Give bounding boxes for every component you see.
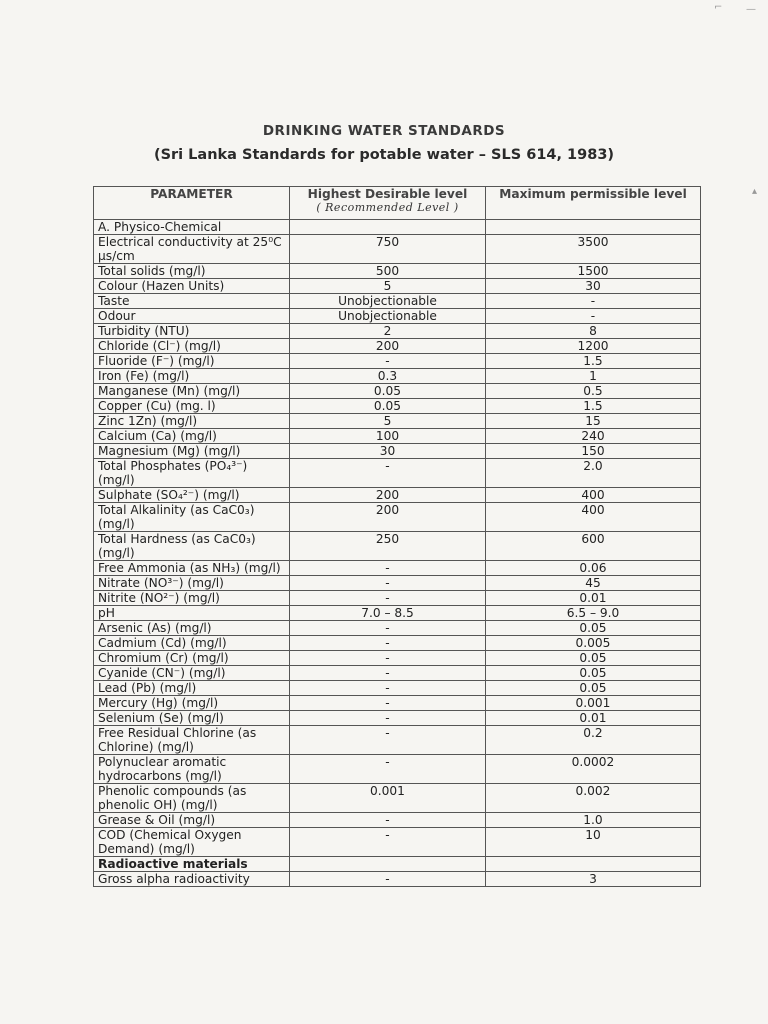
table-row [94, 354, 701, 369]
scan-artifact: — [746, 4, 756, 15]
standards-table [93, 186, 701, 887]
permissible-cell: 1.0 [486, 813, 701, 828]
table-row [94, 726, 701, 755]
desirable-cell: - [290, 651, 486, 666]
table-row [94, 696, 701, 711]
permissible-cell: 0.05 [486, 621, 701, 636]
table-row [94, 606, 701, 621]
permissible-cell: 1.5 [486, 354, 701, 369]
parameter-cell: Free Ammonia (as NH₃) (mg/l) [94, 561, 290, 576]
parameter-cell: Iron (Fe) (mg/l) [94, 369, 290, 384]
permissible-cell: 150 [486, 444, 701, 459]
table-row [94, 576, 701, 591]
parameter-cell: Nitrite (NO²⁻) (mg/l) [94, 591, 290, 606]
desirable-cell: - [290, 813, 486, 828]
parameter-cell: Manganese (Mn) (mg/l) [94, 384, 290, 399]
permissible-cell: 0.05 [486, 681, 701, 696]
parameter-cell: Zinc 1Zn) (mg/l) [94, 414, 290, 429]
table-row [94, 784, 701, 813]
permissible-cell: 0.01 [486, 711, 701, 726]
table-row [94, 339, 701, 354]
desirable-cell: - [290, 872, 486, 887]
permissible-cell: 10 [486, 828, 701, 857]
permissible-cell: 240 [486, 429, 701, 444]
table-row [94, 813, 701, 828]
table-row [94, 309, 701, 324]
table-row [94, 651, 701, 666]
parameter-cell: Cadmium (Cd) (mg/l) [94, 636, 290, 651]
permissible-cell: 0.5 [486, 384, 701, 399]
parameter-cell: Grease & Oil (mg/l) [94, 813, 290, 828]
desirable-cell: 200 [290, 503, 486, 532]
table-row [94, 264, 701, 279]
permissible-cell: 0.0002 [486, 755, 701, 784]
permissible-cell: 0.2 [486, 726, 701, 755]
desirable-cell: 30 [290, 444, 486, 459]
scan-artifact: ⌐ [714, 2, 723, 13]
parameter-cell: Selenium (Se) (mg/l) [94, 711, 290, 726]
desirable-cell: 7.0 – 8.5 [290, 606, 486, 621]
desirable-cell: 0.001 [290, 784, 486, 813]
desirable-cell: Unobjectionable [290, 294, 486, 309]
desirable-cell: 0.05 [290, 384, 486, 399]
parameter-cell: Total Hardness (as CaC0₃) (mg/l) [94, 532, 290, 561]
permissible-cell: - [486, 309, 701, 324]
desirable-cell: 2 [290, 324, 486, 339]
parameter-cell: Copper (Cu) (mg. l) [94, 399, 290, 414]
parameter-cell: A. Physico-Chemical [94, 220, 290, 235]
parameter-cell: Total solids (mg/l) [94, 264, 290, 279]
table-row [94, 279, 701, 294]
table-row [94, 636, 701, 651]
parameter-cell: Electrical conductivity at 25⁰C µs/cm [94, 235, 290, 264]
permissible-cell: 0.05 [486, 666, 701, 681]
desirable-cell: 200 [290, 339, 486, 354]
scan-artifact: ▴ [752, 186, 758, 197]
parameter-cell: Free Residual Chlorine (as Chlorine) (mg/l) [94, 726, 290, 755]
permissible-cell: 15 [486, 414, 701, 429]
desirable-cell: - [290, 828, 486, 857]
permissible-cell [486, 857, 701, 872]
header-parameter: PARAMETER [94, 187, 290, 220]
desirable-cell: 5 [290, 414, 486, 429]
permissible-cell: 0.01 [486, 591, 701, 606]
table-row [94, 711, 701, 726]
parameter-cell: pH [94, 606, 290, 621]
desirable-cell: 100 [290, 429, 486, 444]
desirable-cell: - [290, 591, 486, 606]
permissible-cell: 1 [486, 369, 701, 384]
desirable-cell: - [290, 561, 486, 576]
header-permissible: Maximum permissible level [486, 187, 701, 220]
desirable-cell [290, 857, 486, 872]
parameter-cell: Nitrate (NO³⁻) (mg/l) [94, 576, 290, 591]
document-subtitle: (Sri Lanka Standards for potable water – SLS 614, 1983) [153, 147, 615, 163]
permissible-cell: 8 [486, 324, 701, 339]
table-row [94, 399, 701, 414]
parameter-cell: Colour (Hazen Units) [94, 279, 290, 294]
permissible-cell: 3 [486, 872, 701, 887]
permissible-cell: 30 [486, 279, 701, 294]
parameter-cell: Total Phosphates (PO₄³⁻) (mg/l) [94, 459, 290, 488]
parameter-cell: Calcium (Ca) (mg/l) [94, 429, 290, 444]
desirable-cell: - [290, 681, 486, 696]
permissible-cell: 45 [486, 576, 701, 591]
parameter-cell: Taste [94, 294, 290, 309]
table-row [94, 220, 701, 235]
table-row [94, 369, 701, 384]
desirable-cell: Unobjectionable [290, 309, 486, 324]
table-row [94, 532, 701, 561]
table-row [94, 459, 701, 488]
desirable-cell: - [290, 726, 486, 755]
document-title: DRINKING WATER STANDARDS [262, 123, 506, 139]
permissible-cell: 6.5 – 9.0 [486, 606, 701, 621]
desirable-cell: 0.05 [290, 399, 486, 414]
desirable-cell: 200 [290, 488, 486, 503]
permissible-cell: 1200 [486, 339, 701, 354]
permissible-cell: 1.5 [486, 399, 701, 414]
desirable-cell: - [290, 755, 486, 784]
parameter-cell: Fluoride (F⁻) (mg/l) [94, 354, 290, 369]
parameter-cell: Gross alpha radioactivity [94, 872, 290, 887]
desirable-cell: - [290, 636, 486, 651]
desirable-cell: 5 [290, 279, 486, 294]
parameter-cell: Arsenic (As) (mg/l) [94, 621, 290, 636]
desirable-cell: - [290, 666, 486, 681]
desirable-cell: - [290, 696, 486, 711]
parameter-cell: Polynuclear aromatic hydrocarbons (mg/l) [94, 755, 290, 784]
desirable-cell: - [290, 459, 486, 488]
parameter-cell: Magnesium (Mg) (mg/l) [94, 444, 290, 459]
parameter-cell: Lead (Pb) (mg/l) [94, 681, 290, 696]
desirable-cell: 250 [290, 532, 486, 561]
table-row [94, 681, 701, 696]
permissible-cell: 2.0 [486, 459, 701, 488]
table-row [94, 621, 701, 636]
parameter-cell: COD (Chemical Oxygen Demand) (mg/l) [94, 828, 290, 857]
table-body [94, 220, 701, 887]
table-row [94, 828, 701, 857]
permissible-cell: 400 [486, 488, 701, 503]
parameter-cell: Mercury (Hg) (mg/l) [94, 696, 290, 711]
permissible-cell: 1500 [486, 264, 701, 279]
table-row [94, 872, 701, 887]
table-row [94, 324, 701, 339]
desirable-cell: - [290, 576, 486, 591]
parameter-cell: Cyanide (CN⁻) (mg/l) [94, 666, 290, 681]
parameter-cell: Odour [94, 309, 290, 324]
table-row [94, 755, 701, 784]
desirable-cell: 0.3 [290, 369, 486, 384]
table-row [94, 503, 701, 532]
parameter-cell: Sulphate (SO₄²⁻) (mg/l) [94, 488, 290, 503]
desirable-cell: - [290, 711, 486, 726]
table-row [94, 444, 701, 459]
parameter-cell: Chromium (Cr) (mg/l) [94, 651, 290, 666]
permissible-cell [486, 220, 701, 235]
desirable-cell: 750 [290, 235, 486, 264]
parameter-cell: Chloride (Cl⁻) (mg/l) [94, 339, 290, 354]
table-row [94, 384, 701, 399]
permissible-cell: - [486, 294, 701, 309]
desirable-cell: - [290, 354, 486, 369]
permissible-cell: 600 [486, 532, 701, 561]
table-row [94, 591, 701, 606]
header-desirable [290, 187, 486, 220]
permissible-cell: 400 [486, 503, 701, 532]
handwritten-note: ( Recommended Level ) [316, 201, 459, 214]
parameter-cell: Phenolic compounds (as phenolic OH) (mg/l) [94, 784, 290, 813]
table-row [94, 235, 701, 264]
table-row [94, 488, 701, 503]
table-row [94, 429, 701, 444]
permissible-cell: 0.06 [486, 561, 701, 576]
permissible-cell: 0.002 [486, 784, 701, 813]
permissible-cell: 0.005 [486, 636, 701, 651]
permissible-cell: 0.001 [486, 696, 701, 711]
desirable-cell [290, 220, 486, 235]
parameter-cell: Radioactive materials [94, 857, 290, 872]
permissible-cell: 3500 [486, 235, 701, 264]
permissible-cell: 0.05 [486, 651, 701, 666]
desirable-cell: - [290, 621, 486, 636]
table-row [94, 414, 701, 429]
table-row [94, 561, 701, 576]
parameter-cell: Turbidity (NTU) [94, 324, 290, 339]
desirable-cell: 500 [290, 264, 486, 279]
parameter-cell: Total Alkalinity (as CaC0₃) (mg/l) [94, 503, 290, 532]
table-row [94, 857, 701, 872]
header-desirable-label: Highest Desirable level [307, 187, 468, 201]
table-row [94, 294, 701, 309]
table-row [94, 666, 701, 681]
